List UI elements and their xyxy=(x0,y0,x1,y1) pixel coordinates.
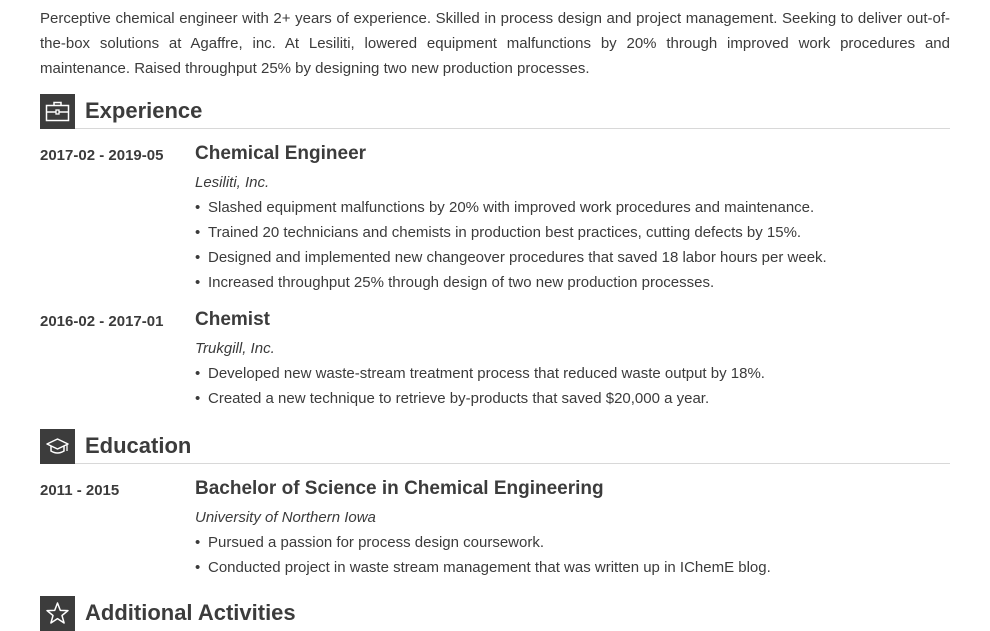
star-icon xyxy=(40,596,75,631)
job-bullets xyxy=(195,195,950,295)
resume-page xyxy=(40,0,950,631)
job-entry xyxy=(40,141,950,295)
graduation-cap-icon xyxy=(40,429,75,464)
section-divider xyxy=(75,463,950,464)
job-title: Chemical Engineer xyxy=(195,143,367,164)
activities-header xyxy=(40,596,950,631)
experience-header xyxy=(40,94,950,129)
job-title: Chemist xyxy=(195,309,270,330)
education-bullet: • Pursued a passion for process design coursework. xyxy=(195,530,950,555)
experience-title: Experience xyxy=(85,97,203,123)
summary-text: Perceptive chemical engineer with 2+ years of experience. Skilled in process design and project management. Seeking to deliver out-of-the-box solutions at Agaffre, inc. At Lesiliti, lowered equipment malfunctions by 20% through improved work procedures and maintenance. Raised throughput 25% by designing two new production processes. xyxy=(40,10,950,77)
education-bullet: • Conducted project in waste stream management that was written up in IChemE blog. xyxy=(195,555,950,580)
job-bullet: • Increased throughput 25% through design of two new production processes. xyxy=(195,270,950,295)
activities-title: Additional Activities xyxy=(85,599,296,625)
job-bullet: • Trained 20 technicians and chemists in production best practices, cutting defects by 15%. xyxy=(195,220,950,245)
school-name: University of Northern Iowa xyxy=(195,509,376,526)
job-company: Trukgill, Inc. xyxy=(195,340,275,357)
job-dates: 2017-02 - 2019-05 xyxy=(40,147,164,164)
job-bullets xyxy=(195,361,950,411)
job-company: Lesiliti, Inc. xyxy=(195,174,270,191)
section-divider xyxy=(75,128,950,129)
education-title: Education xyxy=(85,432,192,458)
briefcase-icon xyxy=(40,94,75,129)
job-bullet: • Designed and implemented new changeover procedures that saved 18 labor hours per week. xyxy=(195,245,950,270)
education-dates: 2011 - 2015 xyxy=(40,482,120,499)
job-bullet: • Developed new waste-stream treatment process that reduced waste output by 18%. xyxy=(195,361,950,386)
education-bullets xyxy=(195,530,950,580)
degree-title: Bachelor of Science in Chemical Engineering xyxy=(195,478,604,499)
education-header xyxy=(40,429,950,464)
job-entry xyxy=(40,307,950,411)
job-bullet: • Created a new technique to retrieve by-products that saved $20,000 a year. xyxy=(195,386,950,411)
job-dates: 2016-02 - 2017-01 xyxy=(40,313,164,330)
job-bullet: • Slashed equipment malfunctions by 20% with improved work procedures and maintenance. xyxy=(195,195,950,220)
education-entry xyxy=(40,476,950,580)
